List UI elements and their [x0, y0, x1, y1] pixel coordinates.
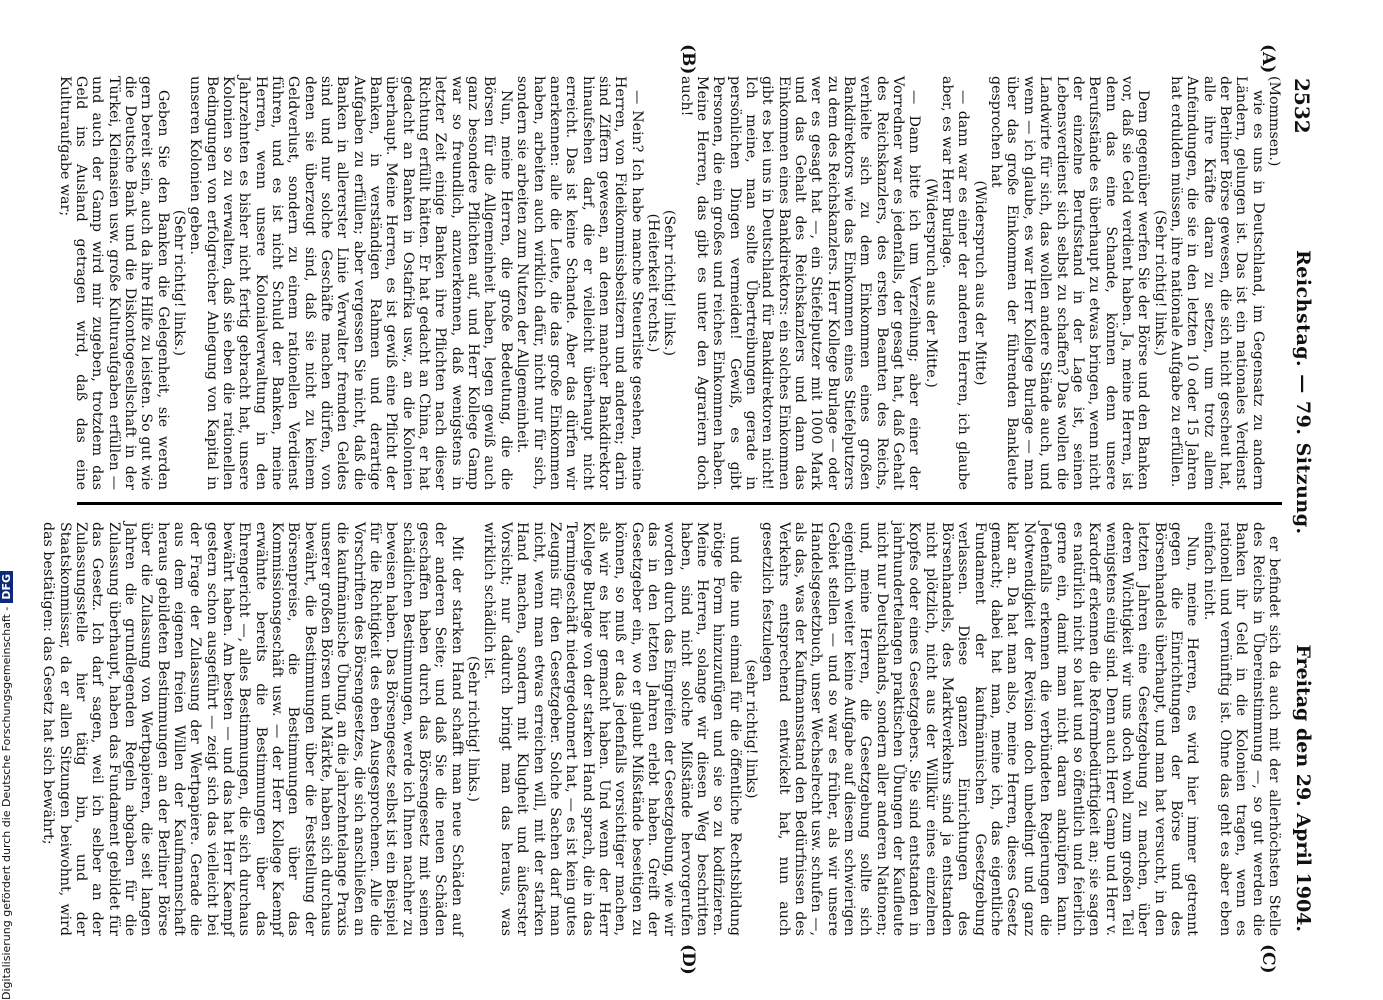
digitization-credit	[0, 0, 20, 1000]
column-divider	[77, 502, 1282, 505]
interjection: (Sehr richtig! links.)	[465, 655, 482, 803]
margin-marker-a: (A)	[1258, 44, 1278, 74]
margin-marker-d: (D)	[678, 944, 698, 975]
paragraph: er befindet sich da auch mit der allerhöchsten Stelle des Reichs in Übereinstimmung —, so gut werden die Banken ihr Geld in die Kolonien tragen, wenn es rationell und vernünftig ist. Ohne das geht es aber eben einfach nicht.	[1200, 522, 1282, 936]
paragraph: wie es uns in Deutschland, im Gegensatz zu andern Ländern, gelungen ist. Das ist ein nationales Verdienst der Berliner Börse gewesen, die sich nicht gescheut hat, alle ihre Kräfte daran zu setzen, um trotz allem Anfeindungen, die sie in den letzten 10 oder 15 Jahren hat erdulden müssen, ihre nationale Aufgabe zu erfüllen.	[1167, 76, 1266, 490]
interjection: (Sehr richtig! links.)	[1151, 209, 1168, 357]
paragraph: Dem gegenüber werfen Sie der Börse und den Banken vor, daß sie Geld verdient haben. Ja, meine Herren, ist denn das eine Schande, können denn unsere Berufsstände es überhaupt zu etwas bringen, wenn nicht der einzelne Berufsstand in der Lage ist, seinen Lebensverdienst sich selbst zu schaffen? Das wollen die Landwirte für sich, das wollen andere Stände auch, und wenn — ich glaube, es war Herr Kollege Burlage — man über das große Einkommen der führenden Bankleute gesprochen hat	[988, 76, 1152, 490]
rotated-newspaper-page	[40, 44, 1318, 975]
credit-text: Digitalisierung gefördert durch die Deutsche Forschungsgemeinschaft -	[0, 606, 13, 1000]
page-number: 2532	[1290, 78, 1314, 134]
interjection: (Sehr richtig! links.)	[170, 209, 187, 357]
margin-marker-c: (C)	[1258, 944, 1278, 974]
session-date: Freitag den 29. April 1904.	[1292, 644, 1314, 932]
paragraph: Mit der starken Hand schafft man neue Schäden auf der anderen Seite; und daß Sie die neuen Schäden geschaffen haben durch das Börsengesetz mit seinen schädlichen Bestimmungen, werde ich Ihnen nachher zu beweisen haben. Das Börsengesetz selbst ist ein Beispiel für die Richtigkeit des eben Ausgesprochenen. Alle die Vorschriften des Börsengesetzes, die sich anschließen an die kaufmännische Übung, an die jahrzehntelange Praxis unserer großen Börsen und Märkte, haben sich durchaus bewährt, die Bestimmungen über die Feststellung der Börsenpreise, die Bestimmungen über das Kommissionsgeschäft usw. — der Herr Kollege Kaempf erwähnte bereits die Bestimmungen über das Ehrengericht —, alles Bestimmungen, die sich durchaus bewährt haben. Am besten — und das hat Herr Kaempf gestern schon ausgeführt — zeigt sich das vielleicht bei der Frage der Zulassung der Wertpapiere. Gerade die aus dem eigenen freien Willen der Kaufmannschaft heraus gebildeten Bestimmungen an der Berliner Börse über die Zulassung von Wertpapieren, die seit langen Jahren die grundlegenden Regeln abgaben für die Zulassung überhaupt, haben das Fundament gebildet für das Gesetz. Ich darf sagen, weil ich selber an der Zulassungsstelle hier tätig bin, und der Staatskommissar, da er allen Sitzungen beiwohnt, wird das bestätigen: das Gesetz hat sich bewährt;	[40, 522, 465, 936]
interjection: (Widerspruch aus der Mitte)	[971, 180, 988, 386]
page-header	[1284, 70, 1318, 940]
interjection: (sehr richtig! links)	[743, 659, 759, 799]
interjection: (Sehr richtig! links.)	[661, 209, 678, 357]
paragraph: Geben Sie den Banken die Gelegenheit, sie werden gern bereit sein, auch da ihre Hilfe zu leisten. So gut wie die Deutsche Bank und die Diskontogesellschaft in der Türkei, Kleinasien usw. große Kulturaufgaben erfüllen — und auch der Gamp wird mir zugeben, trotzdem das Geld ins Ausland getragen wird, daß das eine Kulturaufgabe war;	[56, 76, 171, 490]
left-text-column	[56, 76, 1282, 490]
paragraph: — Nein? Ich habe manche Steuerliste gesehen, meine Herren, von Fideikommissbesitzern und anderen; darin sind Ziffern gewesen, an denen mancher Bankdirektor hinaufsehen darf, die er vielleicht überhaupt nicht erreicht. Das ist keine Schande. Aber das dürfen wir anerkennen: alle die Leute, die das große Einkommen haben, arbeiten auch wirklich dafür, nicht nur für sich, sondern sie arbeiten zum Nutzen der Allgemeinheit.	[514, 76, 645, 490]
session-title: Reichstag. — 79. Sitzung.	[1292, 250, 1314, 535]
interjection: (Widerspruch aus der Mitte.)	[922, 178, 939, 388]
paragraph: — dann war es einer der anderen Herren, ich glaube aber, es war Herr Burlage.	[939, 76, 972, 490]
margin-marker-b: (B)	[678, 44, 698, 75]
paragraph: und die nun einmal für die öffentliche Rechtsbildung nötige Form hinzuzufügen und sie so zu kodifizieren. Meine Herren, solange wir diesen Weg beschritten haben, sind nicht solche Mißstände hervorgerufen worden durch das Eingreifen der Gesetzgebung, wie wir das in den letzten Jahren erlebt haben. Greift der Gesetzgeber ein, wo er glaubt Mißstände beseitigen zu können, so muß er das jedenfalls vorsichtiger machen, als wir es hier gemacht haben. Und wenn der Herr Kollege Burlage von der starken Hand sprach, die in das Termingeschäft niedergedonnert hat, — es ist kein gutes Zeugnis für den Gesetzgeber. Solche Sachen darf man nicht, wenn man etwas erreichen will, mit der starken Hand machen, sondern mit Klugheit und äußerster Vorsicht; nur dadurch bringt man das heraus, was wirklich schädlich ist.	[481, 522, 743, 936]
dfg-logo: DFG	[0, 571, 13, 603]
paragraph: Nun, meine Herren, es wird hier immer getrennt gegen die Einrichtungen der Börse und des Börsenhandels überhaupt, und man hat versucht, in den letzten Jahren eine Gesetzgebung zu machen, über deren Wichtigkeit wir uns doch wohl zum großen Teil wenigstens einig sind. Denn auch Herr Gamp und Herr v. Kardorff erkennen die Reformbedürftigkeit an; sie sagen es natürlich nicht so laut und so öffentlich und feierlich gerne ein, damit man nicht daran anknüpfen kann. Jedenfalls erkennen die verbündeten Regierungen die Notwendigkeit der Revision doch unbedingt und ganz klar an. Da hat man also, meine Herren, dieses Gesetz gemacht; dabei hat man, meine ich, das eigentliche Fundament der kaufmännischen Gesetzgebung verlassen. Diese ganzen Einrichtungen des Börsenhandels, des Marktverkehrs sind ja entstanden nicht plötzlich, nicht aus der Willkür eines einzelnen Kopfes oder eines Gesetzgebers. Sie sind entstanden in jahrhundertelangen praktischen Übungen der Kaufleute nicht nur Deutschlands, sondern aller anderen Nationen; und, meine Herren, die Gesetzgebung sollte sich eigentlich weiter keine Aufgabe auf diesem schwierigen Gebiet stellen — und so war es früher, als wir unsere Handelsgesetzbuch, unser Wechselrecht usw. schufen —, als das, was der Kaufmannsstand den Bedürfnissen des Verkehrs entsprechend entwickelt hat, nun auch gesetzlich festzulegen	[759, 522, 1201, 936]
speaker-label: (Mommsen.)	[1266, 76, 1282, 167]
interjection: (Heiterkeit rechts.)	[644, 213, 661, 353]
paragraph: Nun, meine Herren, die große Bedeutung, die die Börsen für die Allgemeinheit haben, legen gewiß auch ganz besondere Pflichten auf, und Herr Kollege Gamp war so freundlich, anzuerkennen, daß wenigstens in letzter Zeit einige Banken ihre Pflichten nach dieser Richtung erfüllt hätten. Er hat gedacht an China, er hat gedacht an Banken in Ostafrika usw., an die Kolonien überhaupt. Meine Herren, es ist gewiß eine Pflicht der Banken, in verständigen Rahmen und derartige Aufgaben zu erfüllen; aber vergessen Sie nicht, daß die Banken in allererster Linie Verwalter fremden Geldes sind und nur solche Geschäfte machen dürfen, von denen sie überzeugt sind, daß sie nicht zu keinem Geldverlust, sondern zu einem rationellen Verdienst führen, und es ist nicht Schuld der Banken, meine Herren, wenn unsere Kolonialverwaltung in den Jahrzehnten es bisher nicht fertig gebracht hat, unsere Kolonien so zu verwalten, daß sie eben die rationellen Bedingungen von erfolgreicher Anlegung von Kapital in unseren Kolonien geben.	[187, 76, 514, 490]
right-text-column	[40, 522, 1282, 936]
paragraph: — Dann bitte ich um Verzeihung; aber einer der Vorredner war es jedenfalls, der gesagt hat, daß Gehalt des Reichskanzlers, des ersten Beamten des Reichs, verhielte sich zu dem Einkommen eines großen Bankdirektors wie das Einkommen eines Stiefelputzers zu dem des Reichskanzlers. Herr Kollege Burlage — oder wer es gesagt hat —, ein Stiefelputzer mit 1000 Mark und das Gehalt des Reichskanzlers und dann das Einkommen eines Bankdirektors: ein solches Einkommen gibt es bei uns in Deutschland für Bankdirektoren nicht! Ich meine, man sollte Übertreibungen gerade in persönlichen Dingen vermeiden! Gewiß, es gibt Personen, die ein großes und reiches Einkommen haben. Meine Herren, das gibt es unter den Agrariern doch auch!	[677, 76, 923, 490]
